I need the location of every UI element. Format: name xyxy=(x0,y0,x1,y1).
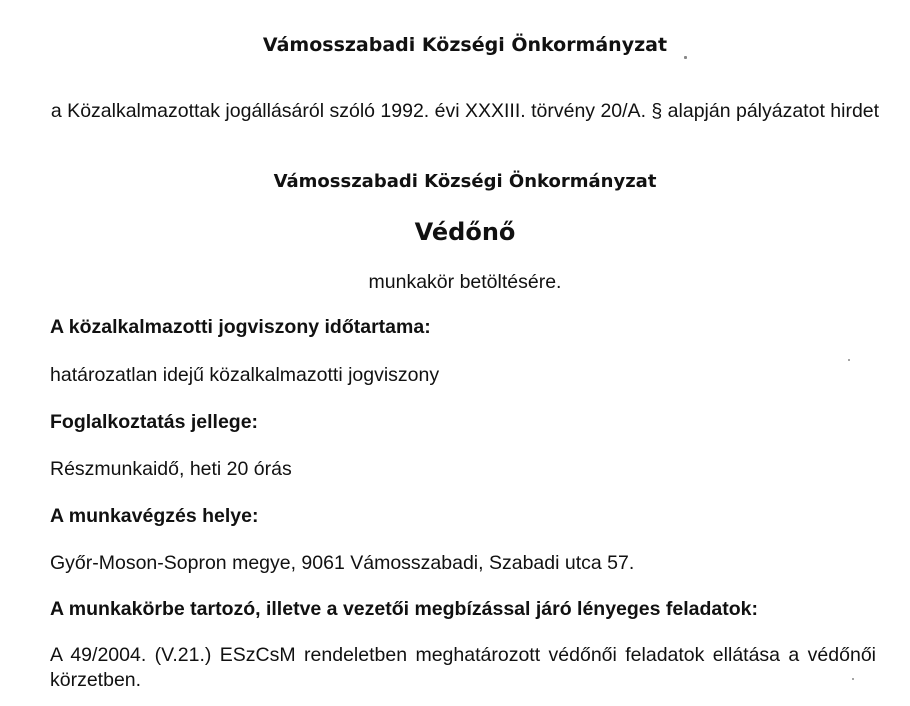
section-label-duration: A közalkalmazotti jogviszony időtartama: xyxy=(50,316,431,338)
section-value-duration: határozatlan idejű közalkalmazotti jogviszony xyxy=(50,364,440,386)
intro-text: a Közalkalmazottak jogállásáról szóló 1992. évi XXXIII. törvény 20/A. § alapján pályázatot hirdet xyxy=(50,100,880,122)
scan-speck xyxy=(852,678,854,680)
position-subtitle: munkakör betöltésére. xyxy=(368,271,562,293)
employer-name: Vámosszabadi Községi Önkormányzat xyxy=(273,171,657,192)
scan-speck xyxy=(684,56,687,59)
scan-speck xyxy=(848,359,850,361)
section-value-workplace: Győr-Moson-Sopron megye, 9061 Vámosszabadi, Szabadi utca 57. xyxy=(50,552,635,574)
section-value-duties: A 49/2004. (V.21.) ESzCsM rendeletben meghatározott védőnői feladatok ellátása a védőnői körzetben. xyxy=(50,644,876,691)
document-header: Vámosszabadi Községi Önkormányzat xyxy=(262,34,668,56)
section-value-employment-type: Részmunkaidő, heti 20 órás xyxy=(50,458,292,480)
section-label-workplace: A munkavégzés helye: xyxy=(50,505,259,527)
section-label-employment-type: Foglalkoztatás jellege: xyxy=(50,411,259,433)
section-label-duties: A munkakörbe tartozó, illetve a vezetői megbízással járó lényeges feladatok: xyxy=(50,598,759,620)
position-title: Védőnő xyxy=(414,218,516,246)
